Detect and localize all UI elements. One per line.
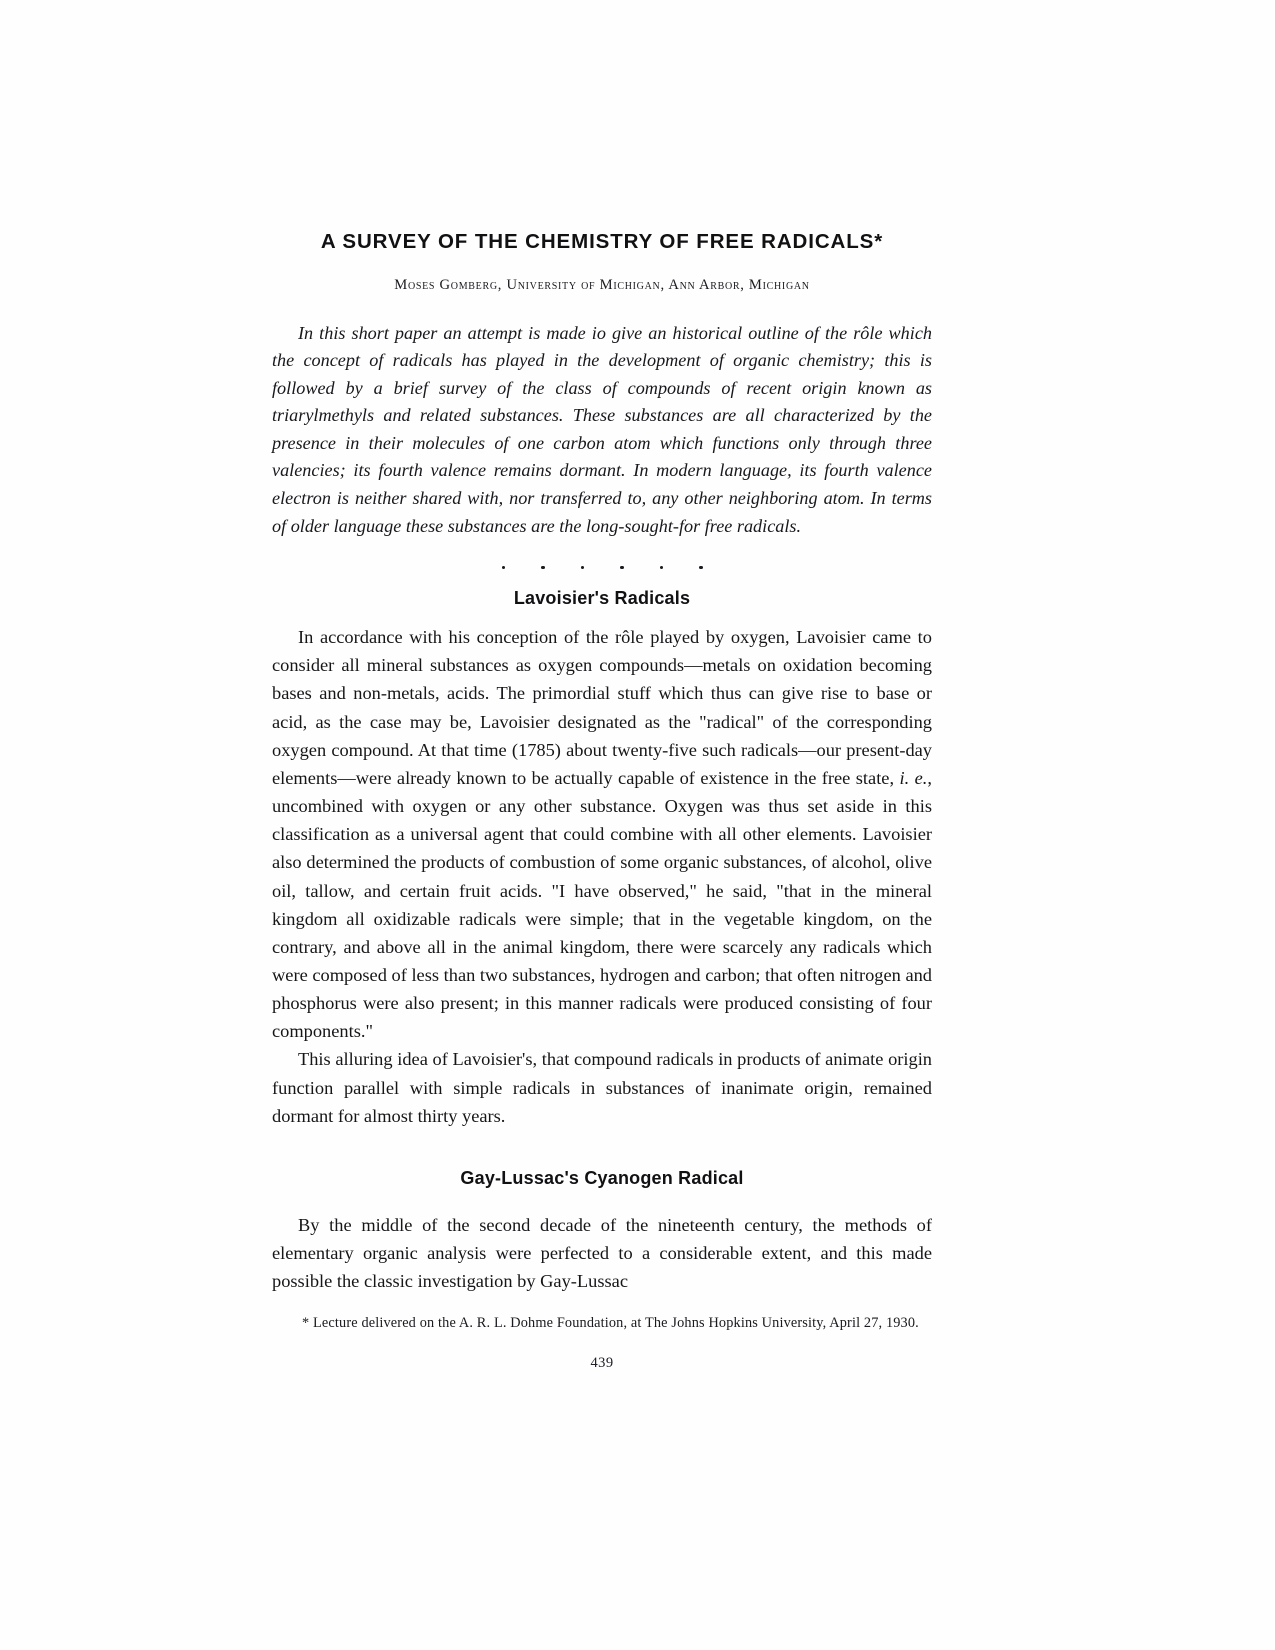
ornament-dot (620, 566, 624, 570)
paragraph-gay-lussac-intro (272, 1211, 932, 1295)
ornament-dot (541, 566, 545, 570)
paragraph-text: In accordance with his conception of the rôle played by oxygen, Lavoisier came to consider all mineral substances as oxygen compounds—metals on oxidation becoming bases and non-metals, acids. The primordial stuff which thus can give rise to base or acid, as the case may be, Lavoisier designated as the "radical" of the corresponding oxygen compound. At that time (1785) about twenty-five such radicals—our present-day elements—were already known to be actually capable of existence in the free state, (272, 627, 932, 788)
footnote-spacer (272, 1295, 932, 1313)
paragraph-text: By the middle of the second decade of the nineteenth century, the methods of elementary organic analysis were perfected to a considerable extent, and this made possible the classic investigation by Gay-Lussac (272, 1214, 932, 1292)
paragraph-indent (272, 1215, 298, 1235)
paragraph-indent (272, 627, 298, 647)
page-title: A SURVEY OF THE CHEMISTRY OF FREE RADICALS* (320, 230, 884, 253)
ornament-dot (502, 566, 506, 570)
paragraph-text: This alluring idea of Lavoisier's, that compound radicals in products of animate origin function parallel with simple radicals in substances of inanimate origin, remained dormant for almost thirty years. (272, 1049, 932, 1126)
paragraph-indent (272, 1049, 298, 1069)
ornament-dot (699, 566, 703, 570)
abstract-paragraph (272, 320, 932, 541)
paragraph-alluring-idea (272, 1045, 932, 1129)
abstract-text: In this short paper an attempt is made io give an historical outline of the rôle which the concept of radicals has played in the development of organic chemistry; this is followed by a brief survey of the class of compounds of recent origin known as triarylmethyls and related substances. These substances are all characterized by the presence in their molecules of one carbon atom which functions only through three valencies; its fourth valence remains dormant. In modern language, its fourth valence electron is neither shared with, nor transferred to, any other neighboring atom. In terms of older language these substances are the long-sought-for free radicals. (272, 322, 932, 536)
paragraph-text-continued: , uncombined with oxygen or any other substance. Oxygen was thus set aside in this classification as a universal agent that could combine with all other elements. Lavoisier also determined the products of combustion of some organic substances, of alcohol, olive oil, tallow, and certain fruit acids. "I have observed," he said, "that in the mineral kingdom all oxidizable radicals were simple; that in the vegetable kingdom, on the contrary, and above all in the animal kingdom, there were scarcely any radicals which were composed of less than two substances, hydrogen and carbon; that often nitrogen and phosphorus were also present; in this manner radicals were produced consisting of four components." (272, 767, 932, 1042)
footnote (272, 1313, 932, 1334)
footnote-text: * Lecture delivered on the A. R. L. Dohme Foundation, at The Johns Hopkins University, April 27, 1930. (302, 1315, 919, 1332)
footnote-indent (272, 1315, 302, 1331)
section-heading-lavoisiers-radicals: Lavoisier's Radicals (513, 588, 691, 609)
section-heading-gay-lussacs-cyanogen-radical: Gay-Lussac's Cyanogen Radical (460, 1167, 744, 1188)
author-byline: Moses Gomberg, University of Michigan, Ann Arbor, Michigan (394, 276, 810, 293)
page-text-block (272, 230, 932, 1372)
abstract-indent (272, 323, 298, 343)
ornament-dot (581, 566, 585, 570)
paragraph-lavoisier-conception (272, 623, 932, 1045)
section-break-ornament (272, 558, 932, 572)
page-number: 439 (590, 1354, 614, 1371)
latin-abbreviation-id-est: i. e. (899, 767, 928, 788)
ornament-dot (660, 566, 664, 570)
